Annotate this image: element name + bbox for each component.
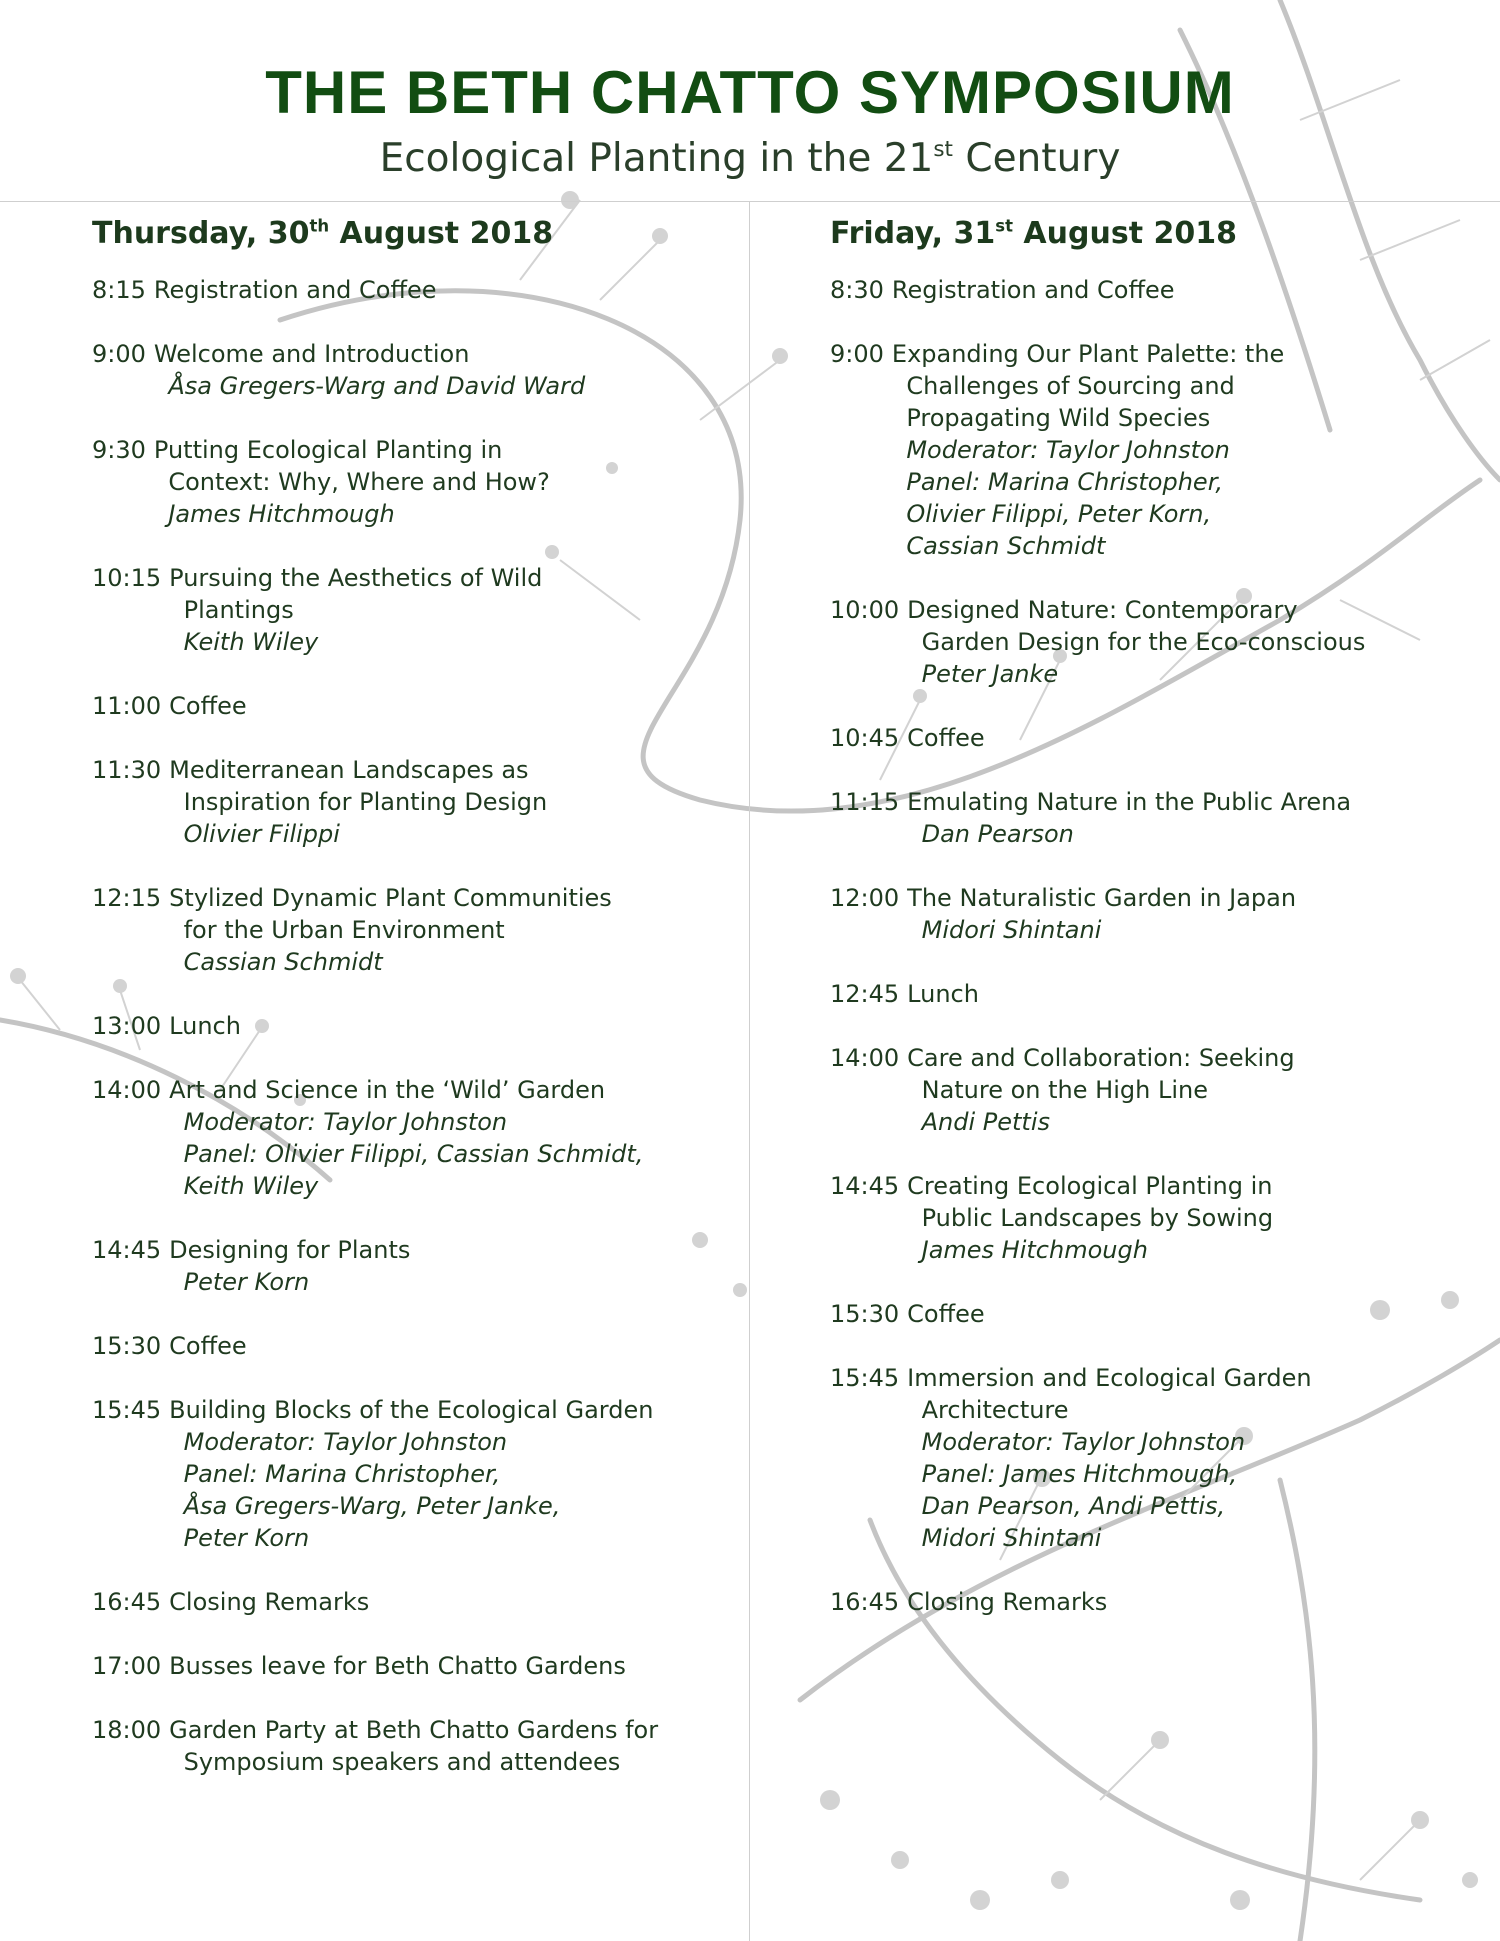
event-speaker: Dan Pearson, Andi Pettis, [921, 1492, 1226, 1520]
event-heading-line [830, 1298, 1470, 1330]
event-heading-line [92, 562, 742, 594]
event-time: 14:45 [92, 1236, 162, 1264]
event-title-continued: for the Urban Environment [183, 916, 505, 944]
event-time: 15:45 [830, 1364, 900, 1392]
event-speaker: Peter Korn [183, 1524, 310, 1552]
event-speaker: Panel: Marina Christopher, [183, 1460, 501, 1488]
schedule-event [830, 1042, 1470, 1138]
schedule-event [830, 882, 1470, 946]
column-divider [749, 201, 750, 1941]
event-title-continued: Propagating Wild Species [906, 404, 1211, 432]
day-heading: Thursday, 30th August 2018 [92, 216, 554, 251]
event-title: The Naturalistic Garden in Japan [907, 884, 1297, 912]
event-title: Closing Remarks [169, 1588, 370, 1616]
event-title-continued: Public Landscapes by Sowing [921, 1204, 1274, 1232]
event-time: 15:30 [830, 1300, 900, 1328]
schedule-event [92, 882, 742, 978]
flower-cluster [970, 1890, 990, 1910]
page-subtitle: Ecological Planting in the 21st Century [379, 136, 1121, 181]
flower-cluster [1230, 1890, 1250, 1910]
event-time: 9:00 [830, 340, 884, 368]
event-heading-line [92, 434, 742, 466]
event-list [830, 274, 1470, 1618]
schedule-event [830, 722, 1470, 754]
event-speaker: Moderator: Taylor Johnston [183, 1428, 508, 1456]
schedule-event [830, 594, 1470, 690]
event-title: Expanding Our Plant Palette: the [891, 340, 1285, 368]
event-time: 17:00 [92, 1652, 162, 1680]
event-heading-line [92, 754, 742, 786]
event-time: 16:45 [830, 1588, 900, 1616]
flower-cluster [561, 191, 579, 209]
flower-cluster [1411, 1811, 1429, 1829]
page-title: THE BETH CHATTO SYMPOSIUM [265, 59, 1235, 126]
event-title: Garden Party at Beth Chatto Gardens for [169, 1716, 659, 1744]
event-speaker: Panel: James Hitchmough, [921, 1460, 1238, 1488]
schedule-event [92, 1650, 742, 1682]
schedule-event [92, 690, 742, 722]
event-heading-line [830, 338, 1470, 370]
event-time: 12:00 [830, 884, 900, 912]
event-time: 10:45 [830, 724, 900, 752]
event-heading-line [92, 882, 742, 914]
event-speaker: Åsa Gregers-Warg and David Ward [168, 372, 586, 400]
event-title: Creating Ecological Planting in [907, 1172, 1273, 1200]
schedule-event [92, 1330, 742, 1362]
event-title: Mediterranean Landscapes as [169, 756, 529, 784]
event-title: Coffee [907, 1300, 985, 1328]
event-title-continued: Context: Why, Where and How? [168, 468, 550, 496]
event-speaker: Moderator: Taylor Johnston [921, 1428, 1246, 1456]
event-title: Art and Science in the ‘Wild’ Garden [169, 1076, 606, 1104]
event-speaker: Åsa Gregers-Warg, Peter Janke, [183, 1492, 561, 1520]
event-time: 8:15 [92, 276, 146, 304]
event-speaker: Peter Korn [183, 1268, 310, 1296]
day-heading: Friday, 31st August 2018 [830, 216, 1237, 251]
event-title: Registration and Coffee [153, 276, 437, 304]
event-speaker: Midori Shintani [921, 916, 1102, 944]
event-time: 16:45 [92, 1588, 162, 1616]
event-title: Designing for Plants [169, 1236, 411, 1264]
event-heading-line [92, 1010, 742, 1042]
event-heading-line [830, 594, 1470, 626]
event-speaker: Panel: Olivier Filippi, Cassian Schmidt, [183, 1140, 644, 1168]
schedule-event [92, 1074, 742, 1202]
event-heading-line [92, 1394, 742, 1426]
event-speaker: Cassian Schmidt [906, 532, 1106, 560]
event-title-continued: Inspiration for Planting Design [183, 788, 548, 816]
schedule-event [830, 978, 1470, 1010]
event-heading-line [830, 882, 1470, 914]
event-time: 10:00 [830, 596, 900, 624]
event-heading-line [92, 1074, 742, 1106]
flower-cluster [1151, 1731, 1169, 1749]
event-list [92, 274, 742, 1778]
event-time: 11:00 [92, 692, 162, 720]
schedule-event [830, 1586, 1470, 1618]
header-divider [0, 201, 1500, 202]
event-heading-line [92, 1234, 742, 1266]
schedule-event [92, 1010, 742, 1042]
schedule-event [830, 1362, 1470, 1554]
event-heading-line [92, 1650, 742, 1682]
event-speaker: Moderator: Taylor Johnston [183, 1108, 508, 1136]
event-title: Lunch [169, 1012, 241, 1040]
event-heading-line [830, 1170, 1470, 1202]
schedule-event [830, 274, 1470, 306]
event-title: Care and Collaboration: Seeking [907, 1044, 1295, 1072]
event-speaker: James Hitchmough [168, 500, 395, 528]
event-speaker: James Hitchmough [921, 1236, 1148, 1264]
event-time: 12:15 [92, 884, 162, 912]
flower-cluster [1462, 1872, 1478, 1888]
schedule-event [92, 1234, 742, 1298]
schedule-event [830, 338, 1470, 562]
event-title: Welcome and Introduction [153, 340, 470, 368]
event-speaker: Moderator: Taylor Johnston [906, 436, 1230, 464]
event-heading-line [92, 690, 742, 722]
flower-cluster [1051, 1871, 1069, 1889]
event-speaker: Olivier Filippi, Peter Korn, [906, 500, 1212, 528]
event-title: Immersion and Ecological Garden [907, 1364, 1312, 1392]
event-title-continued: Challenges of Sourcing and [906, 372, 1235, 400]
event-time: 13:00 [92, 1012, 162, 1040]
event-title: Closing Remarks [907, 1588, 1108, 1616]
event-time: 8:30 [830, 276, 884, 304]
event-heading-line [830, 274, 1470, 306]
event-title-continued: Garden Design for the Eco-conscious [921, 628, 1366, 656]
event-heading-line [92, 338, 742, 370]
schedule-event [92, 1394, 742, 1554]
event-title: Building Blocks of the Ecological Garden [169, 1396, 654, 1424]
event-time: 18:00 [92, 1716, 162, 1744]
event-heading-line [830, 722, 1470, 754]
event-heading-line [92, 1714, 742, 1746]
schedule-event [92, 754, 742, 850]
event-time: 15:45 [92, 1396, 162, 1424]
event-heading-line [92, 1586, 742, 1618]
event-title: Coffee [169, 1332, 247, 1360]
event-time: 14:00 [830, 1044, 900, 1072]
schedule-event [92, 1586, 742, 1618]
event-title: Designed Nature: Contemporary [907, 596, 1298, 624]
event-heading-line [830, 978, 1470, 1010]
schedule-event [830, 1298, 1470, 1330]
schedule-event [92, 562, 742, 658]
event-heading-line [92, 274, 742, 306]
event-title: Stylized Dynamic Plant Communities [169, 884, 612, 912]
event-speaker: Keith Wiley [183, 628, 319, 656]
schedule-event [92, 274, 742, 306]
event-time: 9:00 [92, 340, 146, 368]
event-time: 15:30 [92, 1332, 162, 1360]
event-title: Coffee [907, 724, 985, 752]
event-speaker: Midori Shintani [921, 1524, 1102, 1552]
event-title: Coffee [169, 692, 247, 720]
event-speaker: Peter Janke [921, 660, 1059, 688]
event-heading-line [830, 786, 1470, 818]
event-time: 9:30 [92, 436, 146, 464]
flower-cluster [772, 348, 788, 364]
event-time: 14:00 [92, 1076, 162, 1104]
event-heading-line [830, 1042, 1470, 1074]
event-title: Registration and Coffee [891, 276, 1175, 304]
event-speaker: Dan Pearson [921, 820, 1074, 848]
flower-cluster [10, 968, 26, 984]
event-title: Putting Ecological Planting in [153, 436, 503, 464]
event-title-continued: Architecture [921, 1396, 1069, 1424]
friday-schedule-column [830, 212, 1470, 1650]
event-time: 14:45 [830, 1172, 900, 1200]
event-speaker: Cassian Schmidt [183, 948, 383, 976]
event-time: 12:45 [830, 980, 900, 1008]
event-title-continued: Nature on the High Line [921, 1076, 1208, 1104]
event-time: 11:30 [92, 756, 162, 784]
event-heading-line [830, 1586, 1470, 1618]
event-time: 11:15 [830, 788, 900, 816]
flower-cluster [891, 1851, 909, 1869]
event-speaker: Panel: Marina Christopher, [906, 468, 1223, 496]
event-speaker: Keith Wiley [183, 1172, 319, 1200]
schedule-event [92, 338, 742, 402]
event-title-continued: Plantings [183, 596, 294, 624]
schedule-event [92, 434, 742, 530]
schedule-event [92, 1714, 742, 1778]
event-title: Busses leave for Beth Chatto Gardens [169, 1652, 626, 1680]
event-heading-line [92, 1330, 742, 1362]
event-time: 10:15 [92, 564, 162, 592]
flower-cluster [820, 1790, 840, 1810]
event-heading-line [830, 1362, 1470, 1394]
schedule-event [830, 1170, 1470, 1266]
event-title: Pursuing the Aesthetics of Wild [169, 564, 543, 592]
event-title: Emulating Nature in the Public Arena [907, 788, 1352, 816]
schedule-event [830, 786, 1470, 850]
event-speaker: Olivier Filippi [183, 820, 340, 848]
thursday-schedule-column [92, 212, 742, 1810]
event-speaker: Andi Pettis [921, 1108, 1050, 1136]
event-title: Lunch [907, 980, 979, 1008]
event-title-continued: Symposium speakers and attendees [183, 1748, 621, 1776]
